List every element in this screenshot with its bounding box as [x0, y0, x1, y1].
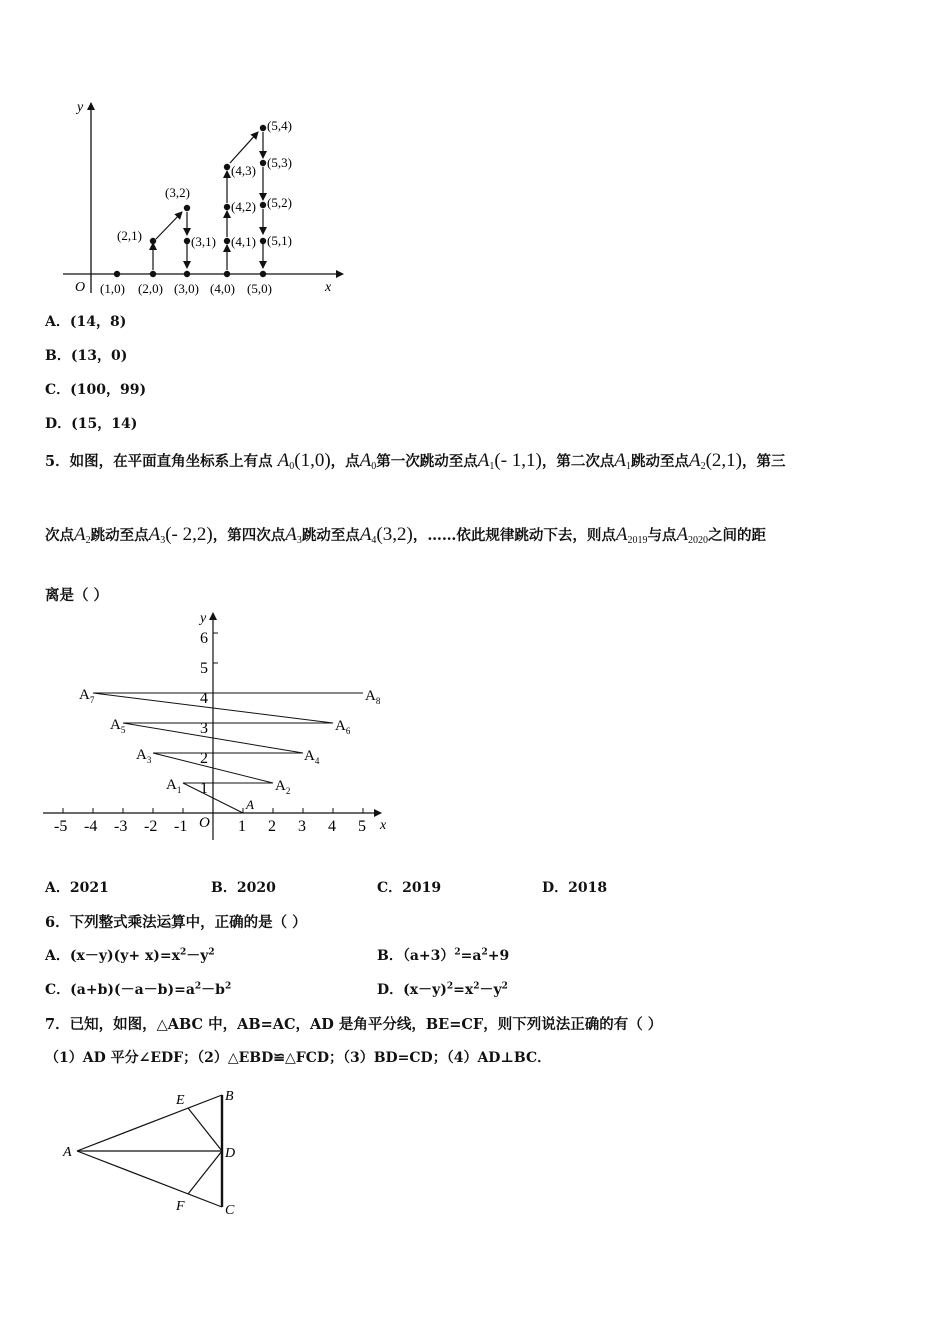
- segment-ed: [188, 1108, 222, 1151]
- y-tick-label: 5: [200, 660, 208, 677]
- point-label: (1,0): [100, 281, 125, 296]
- point-label: (5,0): [247, 281, 272, 296]
- point: [224, 164, 230, 170]
- q5-stem-line-3: 离是（ ）: [45, 587, 109, 604]
- q7-stem: 7．已知，如图，△ABC 中，AB=AC，AD 是角平分线，BE=CF，则下列说法正确的有（ ）: [45, 1016, 663, 1033]
- jump-arrow: [230, 132, 258, 163]
- q5-stem-line-2: 次点$A_2$跳动至点$A_3(-$ 2,2)，第四次点$A_3$跳动至点$A_4(3,2)$，……依此规律跳动下去，则点$A_{2019}$与点$A_{2020}$之间的距: [45, 524, 767, 546]
- y-tick-label: 2: [200, 750, 208, 767]
- point-label-a8: $A_8$: [365, 688, 381, 706]
- q6-stem: 6．下列整式乘法运算中，正确的是（ ）: [45, 914, 307, 931]
- jump-arrow: [156, 212, 182, 239]
- point: [224, 238, 230, 244]
- point: [114, 271, 120, 277]
- q4-option-d: D．(15，14): [45, 416, 138, 432]
- vertex-c-label: C: [225, 1203, 235, 1218]
- q6-option-c: C．$(a+b)(-a-b)=a^2-b^2$: [45, 981, 232, 998]
- point: [150, 271, 156, 277]
- point-label: (5,4): [267, 118, 292, 133]
- point: [260, 125, 266, 131]
- vertex-a-label: A: [63, 1145, 72, 1160]
- point-label: (5,2): [267, 195, 292, 210]
- point-label-a0: A: [246, 797, 254, 812]
- y-axis-label: y: [77, 100, 84, 115]
- point-label-a1: $A_1$: [166, 777, 182, 795]
- x-axis-label: x: [380, 818, 387, 833]
- segment-fd: [188, 1151, 222, 1194]
- x-tick-label: 2: [268, 818, 276, 835]
- y-tick-label: 6: [200, 630, 208, 647]
- point-label-a2: $A_2$: [275, 778, 291, 796]
- q5-option-b: B．2020: [211, 880, 276, 896]
- y-axis-label: y: [200, 611, 207, 626]
- point-label: (5,3): [267, 155, 292, 170]
- q4-option-a: A．(14，8): [45, 314, 127, 330]
- x-tick-label: -5: [54, 818, 68, 835]
- point-label: (4,1): [231, 234, 256, 249]
- point: [184, 205, 190, 211]
- point-label: (3,1): [191, 234, 216, 249]
- q4-option-c: C．(100，99): [45, 382, 147, 398]
- y-tick-label: 1: [200, 780, 208, 797]
- point-label: (4,0): [210, 281, 235, 296]
- x-tick-label: 1: [238, 818, 246, 835]
- figure-1-jump-graph: [55, 95, 355, 300]
- point-label: (4,2): [231, 199, 256, 214]
- vertex-b-label: B: [225, 1089, 234, 1104]
- point-label-a6: $A_6$: [335, 718, 351, 736]
- point-label-a3: $A_3$: [136, 747, 152, 765]
- y-tick-label: 4: [200, 690, 208, 707]
- x-tick-label: -3: [114, 818, 128, 835]
- point: [260, 202, 266, 208]
- figure-2-jump-graph: [38, 608, 398, 843]
- x-tick-label: -4: [84, 818, 98, 835]
- point: [260, 271, 266, 277]
- q6-option-b: B．$(a+3)^2=a^2+9$: [377, 947, 510, 964]
- vertex-d-label: D: [225, 1146, 236, 1161]
- point-label-a7: $A_7$: [79, 687, 95, 705]
- point-label: (4,3): [231, 163, 256, 178]
- point: [184, 271, 190, 277]
- point: [224, 271, 230, 277]
- q5-option-c: C．2019: [377, 880, 442, 896]
- point: [150, 238, 156, 244]
- x-axis-label: x: [325, 280, 332, 295]
- vertex-e-label: E: [176, 1093, 185, 1108]
- point-label-a4: $A_4$: [304, 748, 320, 766]
- origin-label: O: [75, 280, 86, 295]
- x-tick-label: 5: [358, 818, 366, 835]
- point-label-a5: $A_5$: [110, 717, 126, 735]
- jump-path: [93, 693, 363, 813]
- point: [184, 238, 190, 244]
- point: [260, 160, 266, 166]
- x-tick-label: 4: [328, 818, 336, 835]
- q5-option-d: D．2018: [542, 880, 608, 896]
- point: [224, 204, 230, 210]
- figure-3-triangle: [55, 1080, 265, 1225]
- point: [260, 238, 266, 244]
- q5-stem-line-1: 5．如图，在平面直角坐标系上有点 $A_0(1,0)$，点$A_0$第一次跳动至点$A_1(-$ 1,1)，第二次点$A_1$跳动至点$A_2(2,1)$，第三: [45, 450, 786, 472]
- origin-label: O: [199, 815, 210, 831]
- point-label: (3,0): [174, 281, 199, 296]
- q6-option-d: D．$(x-y)^2=x^2-y^2$: [377, 981, 508, 998]
- point-label: (2,0): [138, 281, 163, 296]
- point-label: (3,2): [165, 185, 190, 200]
- point-label: (5,1): [267, 233, 292, 248]
- q6-option-a: A．$(x-y)(y+ x)=x^2-y^2$: [45, 947, 215, 964]
- vertex-f-label: F: [176, 1199, 185, 1214]
- x-tick-label: -1: [174, 818, 188, 835]
- x-tick-label: 3: [298, 818, 306, 835]
- q4-option-b: B．(13，0): [45, 348, 128, 364]
- x-tick-label: -2: [144, 818, 158, 835]
- q7-statements: （1）AD 平分∠EDF；（2）△EBD≌△FCD；（3）BD=CD；（4）AD⊥BC．: [45, 1050, 552, 1066]
- point-label: (2,1): [117, 228, 142, 243]
- q5-option-a: A．2021: [45, 880, 109, 896]
- y-tick-label: 3: [200, 720, 208, 737]
